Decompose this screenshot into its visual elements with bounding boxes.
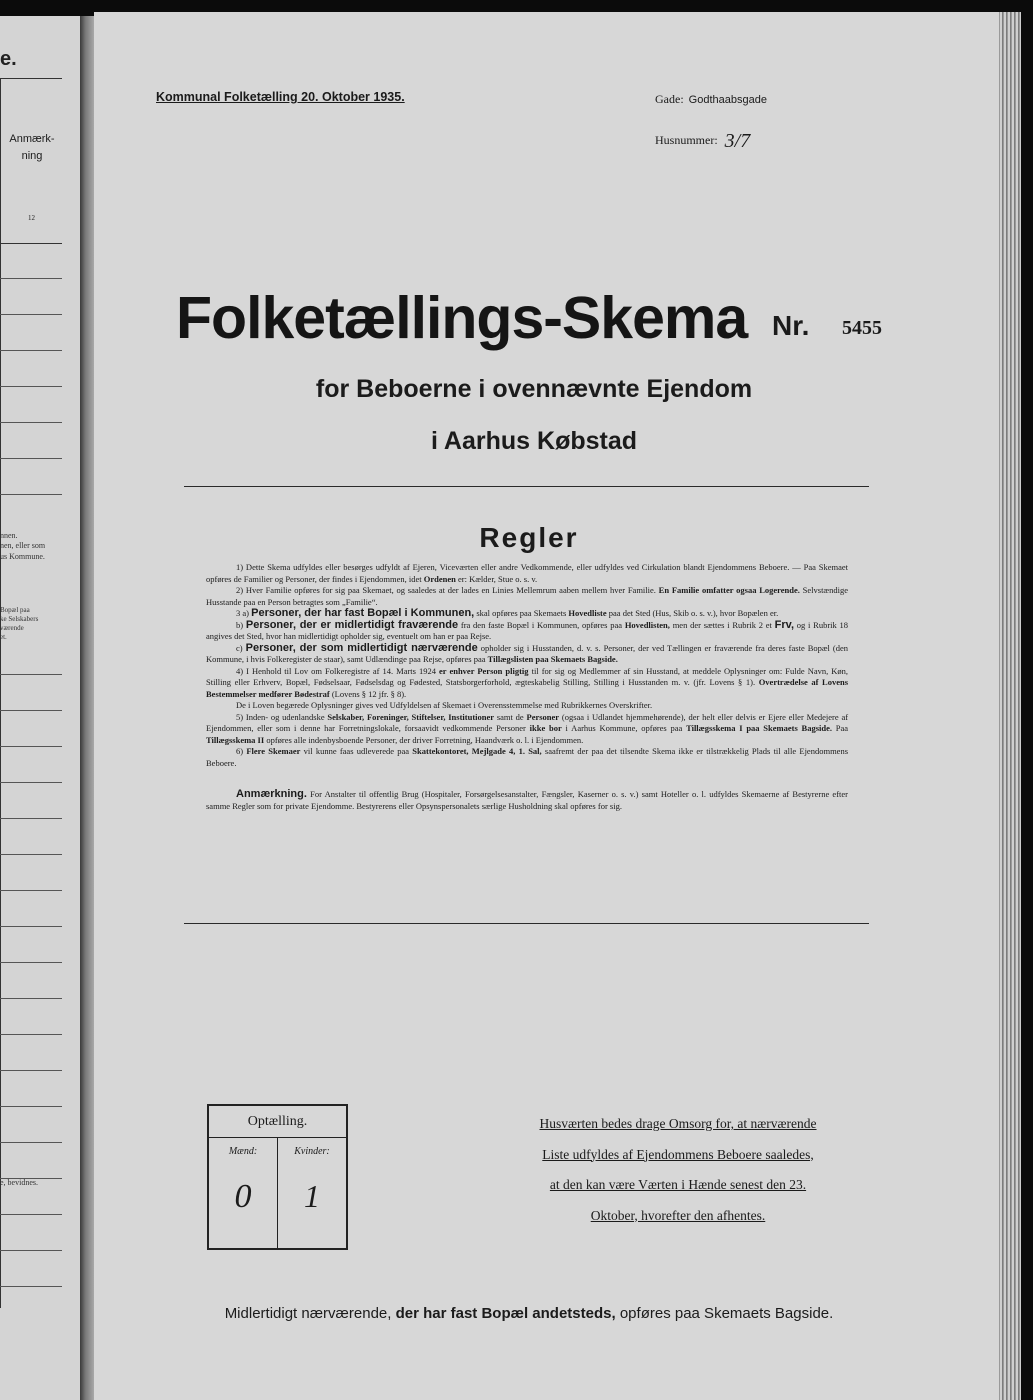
rule-emphasis: Hovedliste bbox=[568, 608, 607, 618]
rule-emphasis: Selskaber, Foreninger, Stiftelser, Institutioner bbox=[327, 711, 495, 722]
rule-emphasis: En Familie omfatter ogsaa Logerende. bbox=[658, 585, 800, 595]
left-page-ruled-line bbox=[0, 746, 62, 747]
rule-text: samt de bbox=[496, 711, 524, 722]
left-page-ruled-line bbox=[0, 1250, 62, 1251]
form-number-label: Nr. bbox=[772, 310, 810, 341]
column-header-anmaerkning bbox=[4, 131, 60, 165]
left-fragment-line: nen, eller som bbox=[0, 541, 46, 551]
left-page-ruled-line bbox=[0, 278, 62, 279]
rule-2 bbox=[206, 585, 848, 608]
left-page-ruled-line bbox=[0, 710, 62, 711]
footer-instruction bbox=[94, 1305, 964, 1322]
remark-text: For Anstalter til offentlig Brug (Hospitaler, Forsørgelsesanstalter, Fængsler, Kaserner o. s. v.) samt Hoteller o. l. udfyldes Skemaerne af Bestyrerne efter samme Regler som for private Ejendomme. Bestyrerens eller Opsynspersonalets særlige Husholdning skal opføres for sig. bbox=[206, 789, 848, 811]
form-subtitle: for Beboerne i ovennævnte Ejendom bbox=[315, 375, 753, 403]
rule-emphasis: Tillægslisten paa Skemaets Bagside. bbox=[487, 654, 618, 664]
rule-emphasis: Overtrædelse af Lovens Bestemmelser medfører Bødestraf bbox=[206, 677, 849, 699]
left-page-ruled-line bbox=[0, 1286, 62, 1287]
rule-text: (Lovens § 12 jfr. § 8). bbox=[331, 688, 407, 699]
street-value: Godthaabsgade bbox=[688, 94, 767, 106]
rule-emphasis: Personer, der som midlertidigt nærværende bbox=[245, 641, 478, 654]
women-label: Kvinder: bbox=[294, 1146, 330, 1157]
left-page-ruled-line bbox=[0, 458, 62, 459]
rule-text: Paa bbox=[835, 723, 849, 733]
left-facing-page bbox=[0, 16, 80, 1400]
rule-3c bbox=[206, 643, 848, 666]
left-page-ruled-line bbox=[0, 782, 62, 783]
rules-text bbox=[206, 562, 848, 812]
left-page-ruled-line bbox=[0, 818, 62, 819]
rule-text: til for sig og Medlemmer af sin Husstand, at meddele Oplysninger om: Fulde Navn, Køn, Stilling eller Erhverv, Bopæl, Fødselsaar, Fødselsdag og Fødested, Statsborgerforhold, ægteskabelig Stilling, Stilling i Husstanden m. v. (jfr. Lovens § 1). bbox=[206, 665, 849, 687]
left-page-column-rule bbox=[0, 78, 1, 1308]
men-label: Mænd: bbox=[228, 1146, 258, 1157]
landlord-note-line: Oktober, hvorefter den afhentes. bbox=[590, 1207, 766, 1223]
left-fragment-line: værende bbox=[0, 624, 24, 633]
landlord-note-line: Liste udfyldes af Ejendommens Beboere saaledes, bbox=[542, 1146, 814, 1162]
rule-text: skal opføres paa Skemaets bbox=[476, 608, 567, 618]
left-fragment-2 bbox=[0, 606, 38, 642]
form-location: i Aarhus Købstad bbox=[430, 427, 638, 455]
left-page-title-fragment: e. bbox=[0, 48, 17, 70]
count-box bbox=[207, 1104, 348, 1250]
left-fragment-line: et. bbox=[0, 633, 7, 642]
rule-text: fra den faste Bopæl i Kommunen, opføres paa bbox=[460, 619, 623, 630]
rule-text: opføres alle indenbysboende Personer, der driver Forretning, Haandværk o. l. i Ejendommen. bbox=[266, 734, 584, 745]
rule-text: Selvstændige Husstande paa en Person betragtes som „Familie“. bbox=[206, 585, 848, 607]
landlord-note bbox=[506, 1109, 850, 1231]
left-fragment-3: e, bevidnes. bbox=[0, 1178, 38, 1187]
left-page-ruled-line bbox=[0, 1034, 62, 1035]
rule-text: 3 a) bbox=[236, 608, 249, 618]
left-page-rule bbox=[0, 78, 62, 79]
rule-text: b) bbox=[236, 619, 244, 630]
rule-text: c) bbox=[236, 642, 243, 653]
rule-text: De i Loven begærede Oplysninger gives ved Udfyldelsen af Skemaet i Overensstemmelse med Rubrikkernes Overskrifter. bbox=[236, 700, 653, 710]
rule-text: men der sættes i Rubrik 2 et bbox=[672, 619, 772, 630]
rule-5 bbox=[206, 712, 848, 747]
left-fragment-line: us Kommune. bbox=[0, 551, 45, 561]
rule-text: paa det Sted (Hus, Skib o. s. v.), hvor Bopælen er. bbox=[608, 608, 779, 618]
rule-emphasis: Frv, bbox=[774, 618, 794, 631]
column-number: 12 bbox=[28, 214, 35, 222]
rule-1 bbox=[206, 562, 848, 585]
left-page-ruled-line bbox=[0, 998, 62, 999]
left-page-ruled-line bbox=[0, 314, 62, 315]
rule-emphasis: Personer, der har fast Bopæl i Kommunen, bbox=[251, 607, 475, 619]
rule-emphasis: Ordenen bbox=[423, 573, 456, 584]
rule-text: 1) Dette Skema udfyldes eller besørges udfyldt af Ejeren, Viceværten eller andre Vedkommende, eller udfyldes ved Cirkulation blandt Ejendommens Beboere. — Paa Skemaet opføres de Familier og Personer, der findes i Ejendommen, idet bbox=[206, 562, 848, 584]
column-header-line-1: Anmærk- bbox=[9, 133, 55, 145]
rule-4 bbox=[206, 666, 848, 701]
house-number-label: Husnummer: bbox=[655, 133, 718, 147]
landlord-note-line: at den kan være Værten i Hænde senest den 23. bbox=[549, 1177, 807, 1192]
left-page-ruled-line bbox=[0, 854, 62, 855]
rule-text: er: Kælder, Stue o. s. v. bbox=[458, 573, 538, 584]
left-fragment-line: ke Selskabers bbox=[0, 615, 39, 624]
rule-emphasis: Hovedlisten, bbox=[624, 619, 670, 630]
rule-text: 4) I Henhold til Lov om Folkeregistre af 14. Marts 1924 bbox=[236, 665, 436, 676]
rule-6 bbox=[206, 746, 848, 769]
rule-text: opholder sig i Husstanden, d. v. s. Personer, der ved Tællingen er fraværende fra deres faste Bopæl (den Kommune, i hvis Folkeregister de staar), samt Udlændinge paa Rejse, opføres paa bbox=[206, 642, 849, 664]
remark bbox=[206, 789, 848, 812]
census-caption: Kommunal Folketælling 20. Oktober 1935. bbox=[156, 90, 405, 104]
rule-emphasis: Personer, der er midlertidigt fraværende bbox=[245, 618, 459, 631]
rule-text: (ogsaa i Udlandet hjemmehørende), der helt eller delvis er Ejere eller Medejere af Ejendommen, eller som i denne har Forretningslokale, forsaavidt vedkommende Personer bbox=[206, 711, 849, 733]
rule-text: 5) Inden- og udenlandske bbox=[236, 711, 325, 722]
form-number-value: 5455 bbox=[842, 317, 882, 339]
left-page-ruled-line bbox=[0, 1214, 62, 1215]
rule-emphasis: Flere Skemaer bbox=[246, 746, 301, 756]
left-page-ruled-line bbox=[0, 926, 62, 927]
men-count: 0 bbox=[234, 1178, 252, 1215]
book-gutter bbox=[80, 16, 94, 1400]
rule-text: i Aarhus Kommune, opføres paa bbox=[565, 723, 683, 733]
rule-text: vil kunne faas udleverede paa bbox=[303, 746, 410, 756]
rule-emphasis: Tillægsskema II bbox=[206, 734, 265, 745]
left-page-ruled-line bbox=[0, 1142, 62, 1143]
street-label: Gade: bbox=[655, 92, 684, 106]
left-page-ruled-line bbox=[0, 674, 62, 675]
column-header-line-2: ning bbox=[21, 150, 43, 162]
top-divider bbox=[184, 486, 869, 487]
left-page-ruled-line bbox=[0, 890, 62, 891]
left-page-ruled-line bbox=[0, 494, 62, 495]
left-fragment-1 bbox=[0, 531, 45, 562]
left-fragment-line: nnen. bbox=[0, 531, 18, 540]
rule-emphasis: Tillægsskema I paa Skemaets Bagside. bbox=[686, 723, 832, 733]
left-fragment-line: Bopæl paa bbox=[0, 606, 30, 614]
book-page-edges bbox=[999, 12, 1021, 1400]
left-page-ruled-line bbox=[0, 1070, 62, 1071]
street-field bbox=[655, 92, 767, 107]
left-page-ruled-line bbox=[0, 1106, 62, 1107]
rule-text: saafremt der paa det tilsendte Skema ikke er tilstrækkelig Plads til alle Ejendommens Beboere. bbox=[206, 746, 849, 768]
rule-text: og i Rubrik 18 angives det Sted, hvor han midlertidigt opholder sig, eventuelt om han er paa Rejse. bbox=[206, 619, 849, 641]
rule-text: 2) Hver Familie opføres for sig paa Skemaet, og saaledes at der lades en Linies Mellemrum aaben mellem hver Familie. bbox=[236, 585, 656, 595]
women-count: 1 bbox=[304, 1178, 320, 1214]
rules-heading: Regler bbox=[479, 522, 579, 553]
rule-4-note bbox=[206, 700, 848, 712]
remark-label: Anmærkning. bbox=[236, 788, 307, 800]
left-page-ruled-line bbox=[0, 350, 62, 351]
landlord-note-line: Husværten bedes drage Omsorg for, at nærværende bbox=[539, 1116, 817, 1131]
count-box-title: Optælling. bbox=[247, 1114, 308, 1129]
left-page-ruled-line bbox=[0, 422, 62, 423]
left-page-header-rule bbox=[0, 243, 62, 244]
census-form-page bbox=[94, 12, 999, 1400]
form-title: Folketællings-Skema bbox=[176, 285, 748, 351]
rule-emphasis: ikke bor bbox=[529, 723, 562, 733]
house-number-value: 3/7 bbox=[724, 130, 751, 152]
bottom-divider bbox=[184, 923, 869, 924]
house-number-field bbox=[655, 130, 750, 153]
rule-emphasis: er enhver Person pligtig bbox=[439, 665, 529, 676]
rule-text: 6) bbox=[236, 746, 244, 756]
left-page-ruled-line bbox=[0, 386, 62, 387]
rule-emphasis: Skattekontoret, Mejlgade 4, 1. Sal, bbox=[412, 746, 542, 756]
left-page-ruled-line bbox=[0, 962, 62, 963]
footer-text: Midlertidigt nærværende, bbox=[224, 1305, 392, 1322]
footer-emphasis: der har fast Bopæl andetsteds, bbox=[395, 1305, 616, 1322]
footer-text: opføres paa Skemaets Bagside. bbox=[619, 1305, 834, 1322]
rule-3b bbox=[206, 620, 848, 643]
rule-emphasis: Personer bbox=[526, 711, 560, 722]
